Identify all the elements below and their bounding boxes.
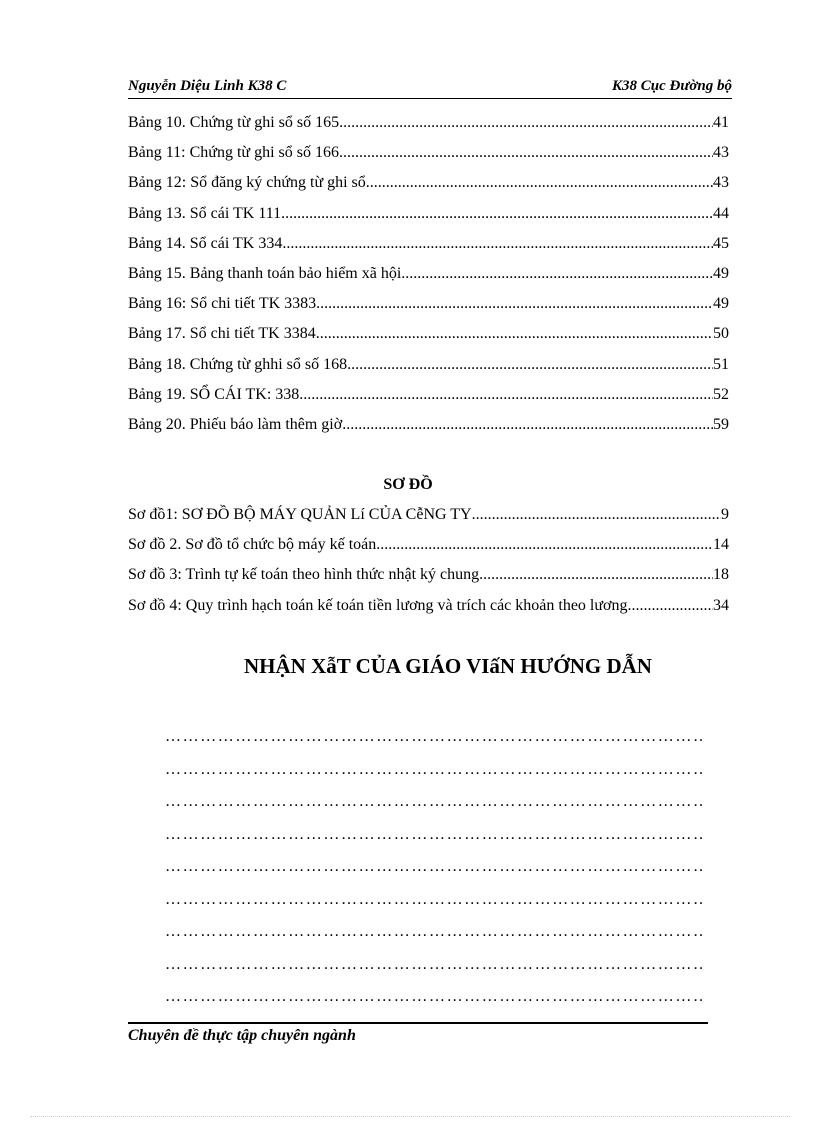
review-blank-line: [165, 858, 702, 891]
dot-leader: [342, 416, 713, 434]
toc-entry-label: Bảng 19. SỔ CÁI TK: 338: [128, 385, 300, 403]
toc-entry: [128, 205, 729, 235]
toc-entry-label: Sơ đồ 3: Trình tự kế toán theo hình thức nhật ký chung.: [128, 566, 484, 584]
table-of-diagrams: [128, 506, 729, 627]
toc-entry-page: 51: [713, 355, 729, 373]
toc-entry-label: Bảng 11: Chứng từ ghi sổ số 166: [128, 144, 339, 162]
footer-rule: [128, 1022, 708, 1024]
toc-entry: [128, 235, 729, 265]
toc-entry-label: Sơ đồ1: SƠ ĐỒ BỘ MÁY QUẢN Lí CỦA CễNG TY: [128, 506, 472, 523]
toc-entry-page: 18: [713, 566, 729, 584]
toc-entry-label: Bảng 14. Sổ cái TK 334: [128, 234, 283, 252]
toc-entry: [128, 144, 729, 174]
toc-entry: [128, 265, 729, 295]
review-blank-line: [165, 923, 702, 956]
header-org: K38 Cục Đường bộ: [612, 78, 732, 94]
review-blank-line: [165, 891, 702, 924]
toc-entry-page: 49: [713, 295, 729, 313]
dot-leader: [366, 174, 713, 192]
toc-entry: [128, 325, 729, 355]
review-title: NHẬN XẫT CỦA GIÁO VIấN HƯỚNG DẪN: [244, 654, 652, 678]
toc-entry-label: Bảng 17. Sổ chi tiết TK 3384: [128, 325, 316, 343]
toc-entry-page: 41: [713, 114, 729, 131]
header-author: Nguyễn Diệu Linh K38 C: [128, 78, 287, 94]
toc-entry: [128, 295, 729, 325]
dot-leader: [483, 566, 713, 584]
toc-entry-page: 52: [713, 385, 729, 403]
toc-entry-label: Bảng 10. Chứng từ ghi sổ số 165: [128, 114, 340, 131]
dot-leader: [628, 597, 714, 615]
toc-entry: [128, 174, 729, 204]
toc-entry: [128, 566, 729, 596]
toc-entry-page: 59: [713, 415, 729, 433]
toc-entry: [128, 114, 729, 144]
page-bottom-border: [30, 1116, 790, 1118]
review-blank-line: [165, 988, 702, 1021]
dot-leader: [281, 205, 713, 223]
toc-entry-page: 44: [713, 204, 729, 222]
toc-entry-page: 34: [713, 596, 729, 614]
toc-entry-label: Bảng 15. Bảng thanh toán bảo hiểm xã hội: [128, 264, 402, 282]
review-blank-line: [165, 826, 702, 859]
dot-leader: [376, 536, 713, 554]
toc-entry-page: 49: [713, 264, 729, 282]
dot-leader: [339, 144, 713, 162]
toc-entry-label: Sơ đồ 4: Quy trình hạch toán kế toán tiền lương và trích các khoản theo lương: [128, 596, 628, 614]
dot-leader: [339, 114, 713, 132]
dot-leader: [316, 325, 713, 343]
page-header: [128, 76, 732, 99]
dot-leader: [347, 356, 713, 374]
toc-entry-page: 43: [713, 144, 729, 162]
toc-entry: [128, 356, 729, 386]
toc-entry: [128, 506, 729, 536]
review-blank-line: [165, 728, 702, 761]
review-blank-line: [165, 761, 702, 794]
toc-entry-page: 14: [713, 536, 729, 554]
toc-entry-page: 43: [713, 174, 729, 192]
toc-entry-label: Bảng 20. Phiếu báo làm thêm giờ: [128, 415, 343, 433]
dot-leader: [316, 295, 713, 313]
review-lines: [165, 728, 702, 1021]
table-of-tables: [128, 114, 729, 446]
toc-entry-page: 45: [713, 234, 729, 252]
toc-entry-page: 9: [721, 506, 729, 523]
toc-entry-label: Bảng 13. Sổ cái TK 111: [128, 204, 282, 222]
toc-entry: [128, 416, 729, 446]
review-blank-line: [165, 793, 702, 826]
toc-entry-label: Bảng 18. Chứng từ ghhi sổ số 168: [128, 355, 348, 373]
toc-entry-page: 50: [713, 325, 729, 343]
dot-leader: [401, 265, 713, 283]
dot-leader: [282, 235, 713, 253]
toc-entry: [128, 386, 729, 416]
toc-entry-label: Bảng 12: Sổ đăng ký chứng từ ghi sổ: [128, 174, 366, 192]
toc-entry-label: Bảng 16: Sổ chi tiết TK 3383: [128, 295, 317, 313]
toc-entry: [128, 536, 729, 566]
page-footer: Chuyên đề thực tập chuyên ngành: [128, 1027, 356, 1044]
dot-leader: [299, 386, 713, 404]
dot-leader: [472, 506, 721, 524]
toc-entry: [128, 597, 729, 627]
toc-entry-label: Sơ đồ 2. Sơ đồ tổ chức bộ máy kế toán: [128, 536, 377, 554]
diagram-section-title: SƠ ĐỒ: [383, 476, 433, 493]
review-blank-line: [165, 956, 702, 989]
